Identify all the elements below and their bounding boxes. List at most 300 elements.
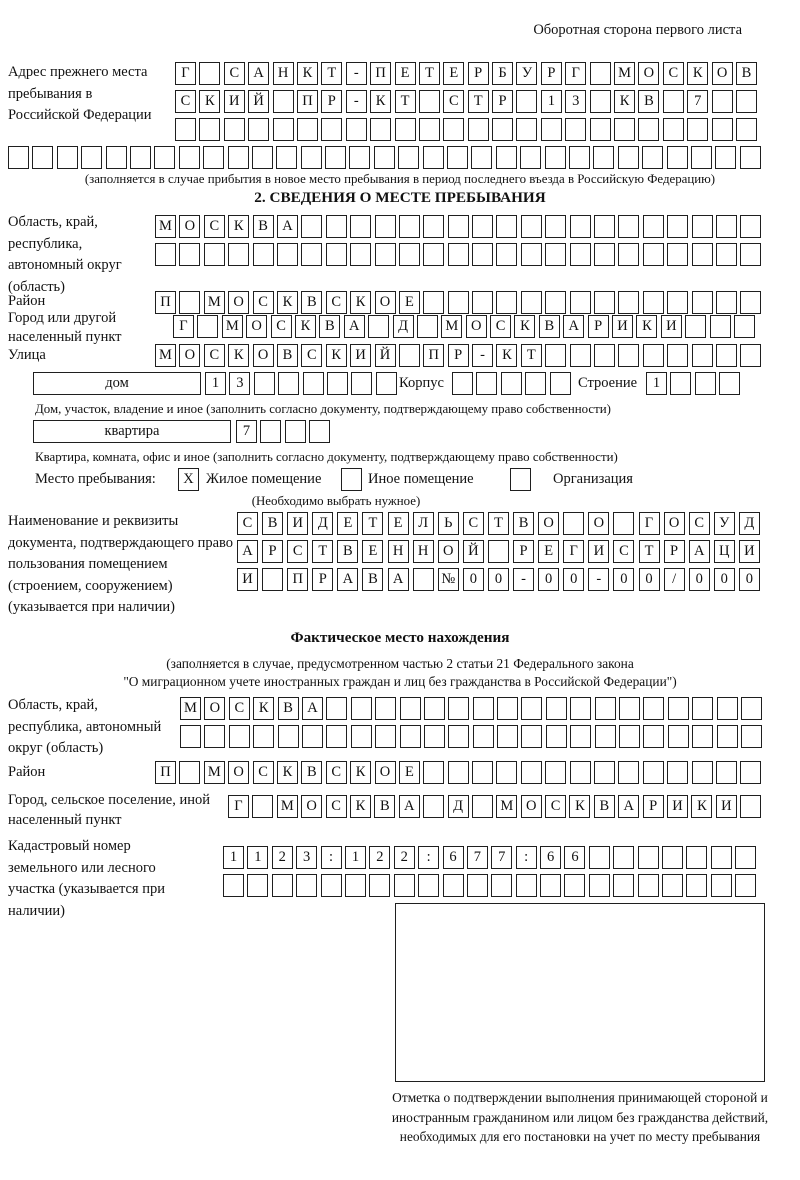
- char-box[interactable]: К: [199, 90, 220, 113]
- char-box[interactable]: [667, 291, 688, 314]
- char-box[interactable]: М: [222, 315, 243, 338]
- char-box[interactable]: [692, 761, 713, 784]
- char-box[interactable]: [273, 118, 294, 141]
- char-box[interactable]: [471, 146, 492, 169]
- char-box[interactable]: [691, 146, 712, 169]
- char-box[interactable]: [735, 874, 756, 897]
- char-box[interactable]: С: [287, 540, 308, 563]
- char-box[interactable]: [272, 874, 293, 897]
- char-box[interactable]: В: [736, 62, 757, 85]
- char-box[interactable]: [497, 725, 518, 748]
- char-box[interactable]: [663, 90, 684, 113]
- char-box[interactable]: К: [295, 315, 316, 338]
- char-box[interactable]: [501, 372, 522, 395]
- char-box[interactable]: [618, 146, 639, 169]
- char-box[interactable]: [662, 846, 683, 869]
- char-box[interactable]: [540, 874, 561, 897]
- char-box[interactable]: [589, 874, 610, 897]
- char-box[interactable]: К: [687, 62, 708, 85]
- char-box[interactable]: [643, 291, 664, 314]
- char-box[interactable]: В: [513, 512, 534, 535]
- char-box[interactable]: [419, 118, 440, 141]
- char-box[interactable]: М: [155, 215, 176, 238]
- char-box[interactable]: [525, 372, 546, 395]
- char-box[interactable]: [448, 215, 469, 238]
- char-box[interactable]: -: [513, 568, 534, 591]
- char-box[interactable]: [130, 146, 151, 169]
- char-box[interactable]: [563, 512, 584, 535]
- char-box[interactable]: С: [689, 512, 710, 535]
- char-box[interactable]: И: [739, 540, 760, 563]
- char-box[interactable]: 0: [639, 568, 660, 591]
- char-box[interactable]: В: [362, 568, 383, 591]
- char-box[interactable]: 7: [491, 846, 512, 869]
- char-box[interactable]: :: [516, 846, 537, 869]
- char-box[interactable]: И: [287, 512, 308, 535]
- char-box[interactable]: [613, 846, 634, 869]
- char-box[interactable]: [521, 291, 542, 314]
- char-box[interactable]: О: [664, 512, 685, 535]
- char-box[interactable]: О: [228, 761, 249, 784]
- char-box[interactable]: И: [661, 315, 682, 338]
- char-box[interactable]: №: [438, 568, 459, 591]
- char-box[interactable]: [545, 291, 566, 314]
- char-box[interactable]: В: [374, 795, 395, 818]
- char-box[interactable]: [545, 243, 566, 266]
- char-box[interactable]: [570, 697, 591, 720]
- char-box[interactable]: [550, 372, 571, 395]
- char-box[interactable]: [179, 146, 200, 169]
- char-box[interactable]: Ц: [714, 540, 735, 563]
- char-box[interactable]: [278, 372, 299, 395]
- char-box[interactable]: [711, 874, 732, 897]
- char-box[interactable]: [545, 344, 566, 367]
- char-box[interactable]: [643, 761, 664, 784]
- char-box[interactable]: [448, 761, 469, 784]
- char-box[interactable]: 2: [369, 846, 390, 869]
- char-box[interactable]: [590, 62, 611, 85]
- char-box[interactable]: С: [204, 215, 225, 238]
- char-box[interactable]: М: [204, 291, 225, 314]
- char-box[interactable]: [223, 874, 244, 897]
- char-box[interactable]: [716, 215, 737, 238]
- char-box[interactable]: [546, 725, 567, 748]
- char-box[interactable]: [285, 420, 306, 443]
- char-box[interactable]: Е: [538, 540, 559, 563]
- char-box[interactable]: [716, 243, 737, 266]
- char-box[interactable]: 2: [394, 846, 415, 869]
- char-box[interactable]: [735, 846, 756, 869]
- char-box[interactable]: А: [388, 568, 409, 591]
- char-box[interactable]: [668, 697, 689, 720]
- char-box[interactable]: [228, 146, 249, 169]
- char-box[interactable]: И: [588, 540, 609, 563]
- char-box[interactable]: К: [514, 315, 535, 338]
- char-box[interactable]: Е: [395, 62, 416, 85]
- char-box[interactable]: [638, 118, 659, 141]
- char-box[interactable]: Т: [312, 540, 333, 563]
- char-box[interactable]: К: [569, 795, 590, 818]
- char-box[interactable]: [619, 697, 640, 720]
- char-box[interactable]: С: [326, 291, 347, 314]
- char-box[interactable]: В: [319, 315, 340, 338]
- char-box[interactable]: Т: [419, 62, 440, 85]
- char-box[interactable]: [594, 291, 615, 314]
- char-box[interactable]: [398, 146, 419, 169]
- char-box[interactable]: [199, 62, 220, 85]
- char-box[interactable]: [417, 315, 438, 338]
- char-box[interactable]: [326, 725, 347, 748]
- char-box[interactable]: [741, 697, 762, 720]
- char-box[interactable]: [248, 118, 269, 141]
- char-box[interactable]: [594, 761, 615, 784]
- char-box[interactable]: [736, 90, 757, 113]
- char-box[interactable]: 1: [541, 90, 562, 113]
- char-box[interactable]: И: [612, 315, 633, 338]
- char-box[interactable]: [394, 874, 415, 897]
- char-box[interactable]: К: [496, 344, 517, 367]
- char-box[interactable]: [589, 846, 610, 869]
- char-box[interactable]: К: [253, 697, 274, 720]
- char-box[interactable]: [643, 243, 664, 266]
- char-box[interactable]: 1: [345, 846, 366, 869]
- char-box[interactable]: [546, 697, 567, 720]
- char-box[interactable]: [448, 291, 469, 314]
- char-box[interactable]: [712, 90, 733, 113]
- char-box[interactable]: [260, 420, 281, 443]
- char-box[interactable]: О: [375, 291, 396, 314]
- char-box[interactable]: М: [496, 795, 517, 818]
- char-box[interactable]: [692, 725, 713, 748]
- char-box[interactable]: [570, 243, 591, 266]
- char-box[interactable]: [423, 761, 444, 784]
- char-box[interactable]: С: [204, 344, 225, 367]
- char-box[interactable]: С: [545, 795, 566, 818]
- char-box[interactable]: Е: [399, 291, 420, 314]
- char-box[interactable]: [736, 118, 757, 141]
- char-box[interactable]: В: [253, 215, 274, 238]
- char-box[interactable]: 3: [565, 90, 586, 113]
- char-box[interactable]: 1: [223, 846, 244, 869]
- char-box[interactable]: [618, 344, 639, 367]
- char-box[interactable]: [619, 725, 640, 748]
- char-box[interactable]: У: [714, 512, 735, 535]
- char-box[interactable]: 0: [463, 568, 484, 591]
- char-box[interactable]: [740, 761, 761, 784]
- char-box[interactable]: В: [301, 761, 322, 784]
- char-box[interactable]: [740, 291, 761, 314]
- char-box[interactable]: С: [237, 512, 258, 535]
- char-box[interactable]: [667, 146, 688, 169]
- char-box[interactable]: [399, 344, 420, 367]
- char-box[interactable]: И: [237, 568, 258, 591]
- char-box[interactable]: А: [248, 62, 269, 85]
- char-box[interactable]: [106, 146, 127, 169]
- char-box[interactable]: [692, 344, 713, 367]
- char-box[interactable]: [496, 761, 517, 784]
- char-box[interactable]: [301, 146, 322, 169]
- char-box[interactable]: 0: [739, 568, 760, 591]
- char-box[interactable]: [424, 725, 445, 748]
- char-box[interactable]: Й: [463, 540, 484, 563]
- char-box[interactable]: 0: [563, 568, 584, 591]
- char-box[interactable]: С: [271, 315, 292, 338]
- char-box[interactable]: О: [253, 344, 274, 367]
- char-box[interactable]: [516, 118, 537, 141]
- char-box[interactable]: Д: [393, 315, 414, 338]
- char-box[interactable]: [638, 874, 659, 897]
- char-box[interactable]: [418, 874, 439, 897]
- char-box[interactable]: [564, 874, 585, 897]
- char-box[interactable]: [197, 315, 218, 338]
- char-box[interactable]: [670, 372, 691, 395]
- char-box[interactable]: [569, 146, 590, 169]
- char-box[interactable]: С: [443, 90, 464, 113]
- char-box[interactable]: [374, 146, 395, 169]
- char-box[interactable]: [541, 118, 562, 141]
- char-box[interactable]: [349, 146, 370, 169]
- char-box[interactable]: [472, 761, 493, 784]
- char-box[interactable]: [321, 874, 342, 897]
- char-box[interactable]: [695, 372, 716, 395]
- char-box[interactable]: 3: [296, 846, 317, 869]
- char-box[interactable]: [521, 725, 542, 748]
- char-box[interactable]: [614, 118, 635, 141]
- char-box[interactable]: [473, 725, 494, 748]
- char-box[interactable]: Г: [228, 795, 249, 818]
- char-box[interactable]: Е: [443, 62, 464, 85]
- char-box[interactable]: -: [346, 90, 367, 113]
- char-box[interactable]: [351, 697, 372, 720]
- char-box[interactable]: [448, 697, 469, 720]
- char-box[interactable]: [400, 697, 421, 720]
- char-box[interactable]: О: [638, 62, 659, 85]
- char-box[interactable]: [618, 761, 639, 784]
- char-box[interactable]: Н: [413, 540, 434, 563]
- char-box[interactable]: [520, 146, 541, 169]
- char-box[interactable]: [345, 874, 366, 897]
- char-box[interactable]: [686, 874, 707, 897]
- char-box[interactable]: [716, 761, 737, 784]
- char-box[interactable]: [613, 874, 634, 897]
- char-box[interactable]: [618, 215, 639, 238]
- char-box[interactable]: [476, 372, 497, 395]
- char-box[interactable]: А: [337, 568, 358, 591]
- char-box[interactable]: [395, 118, 416, 141]
- char-box[interactable]: [375, 725, 396, 748]
- char-box[interactable]: [740, 215, 761, 238]
- char-box[interactable]: О: [179, 215, 200, 238]
- char-box[interactable]: [253, 725, 274, 748]
- char-box[interactable]: [57, 146, 78, 169]
- char-box[interactable]: [419, 90, 440, 113]
- char-box[interactable]: Н: [273, 62, 294, 85]
- char-box[interactable]: [594, 243, 615, 266]
- char-box[interactable]: С: [229, 697, 250, 720]
- char-box[interactable]: [711, 846, 732, 869]
- char-box[interactable]: [595, 725, 616, 748]
- char-box[interactable]: [375, 697, 396, 720]
- char-box[interactable]: К: [228, 344, 249, 367]
- char-box[interactable]: Й: [375, 344, 396, 367]
- char-box[interactable]: 0: [714, 568, 735, 591]
- char-box[interactable]: А: [344, 315, 365, 338]
- char-box[interactable]: К: [350, 795, 371, 818]
- char-box[interactable]: И: [350, 344, 371, 367]
- char-box[interactable]: [692, 215, 713, 238]
- char-box[interactable]: М: [180, 697, 201, 720]
- char-box[interactable]: [303, 372, 324, 395]
- char-box[interactable]: [350, 243, 371, 266]
- char-box[interactable]: [296, 874, 317, 897]
- char-box[interactable]: [491, 874, 512, 897]
- char-box[interactable]: С: [326, 761, 347, 784]
- char-box[interactable]: [692, 243, 713, 266]
- char-box[interactable]: Р: [643, 795, 664, 818]
- char-box[interactable]: О: [538, 512, 559, 535]
- char-box[interactable]: 1: [646, 372, 667, 395]
- char-box[interactable]: [740, 146, 761, 169]
- char-box[interactable]: [321, 118, 342, 141]
- char-box[interactable]: О: [204, 697, 225, 720]
- char-box[interactable]: Р: [664, 540, 685, 563]
- char-box[interactable]: [545, 215, 566, 238]
- char-box[interactable]: [667, 344, 688, 367]
- char-box[interactable]: Д: [448, 795, 469, 818]
- char-box[interactable]: [346, 118, 367, 141]
- char-box[interactable]: [740, 795, 761, 818]
- char-box[interactable]: [203, 146, 224, 169]
- char-box[interactable]: С: [224, 62, 245, 85]
- char-box[interactable]: [302, 725, 323, 748]
- char-box[interactable]: [740, 344, 761, 367]
- char-box[interactable]: А: [689, 540, 710, 563]
- char-box[interactable]: С: [301, 344, 322, 367]
- char-box[interactable]: [447, 146, 468, 169]
- char-box[interactable]: [175, 118, 196, 141]
- char-box[interactable]: Г: [175, 62, 196, 85]
- char-box[interactable]: [448, 243, 469, 266]
- char-box[interactable]: В: [539, 315, 560, 338]
- char-box[interactable]: А: [302, 697, 323, 720]
- char-box[interactable]: [717, 697, 738, 720]
- char-box[interactable]: [545, 146, 566, 169]
- char-box[interactable]: [667, 761, 688, 784]
- checkbox-organization[interactable]: [510, 468, 531, 491]
- char-box[interactable]: [376, 372, 397, 395]
- char-box[interactable]: [516, 90, 537, 113]
- char-box[interactable]: [716, 291, 737, 314]
- char-box[interactable]: Р: [492, 90, 513, 113]
- char-box[interactable]: [399, 243, 420, 266]
- char-box[interactable]: [570, 761, 591, 784]
- char-box[interactable]: [741, 725, 762, 748]
- char-box[interactable]: И: [224, 90, 245, 113]
- char-box[interactable]: Т: [521, 344, 542, 367]
- char-box[interactable]: [685, 315, 706, 338]
- char-box[interactable]: А: [237, 540, 258, 563]
- char-box[interactable]: К: [228, 215, 249, 238]
- char-box[interactable]: В: [278, 697, 299, 720]
- char-box[interactable]: С: [326, 795, 347, 818]
- char-box[interactable]: М: [441, 315, 462, 338]
- char-box[interactable]: И: [716, 795, 737, 818]
- char-box[interactable]: [662, 874, 683, 897]
- char-box[interactable]: О: [301, 795, 322, 818]
- char-box[interactable]: [692, 291, 713, 314]
- char-box[interactable]: [468, 118, 489, 141]
- char-box[interactable]: [254, 372, 275, 395]
- char-box[interactable]: [423, 215, 444, 238]
- char-box[interactable]: [663, 118, 684, 141]
- char-box[interactable]: О: [246, 315, 267, 338]
- char-box[interactable]: [618, 291, 639, 314]
- char-box[interactable]: [327, 372, 348, 395]
- char-box[interactable]: Т: [362, 512, 383, 535]
- char-box[interactable]: [667, 243, 688, 266]
- char-box[interactable]: [521, 761, 542, 784]
- char-box[interactable]: 0: [488, 568, 509, 591]
- char-box[interactable]: К: [614, 90, 635, 113]
- char-box[interactable]: Р: [312, 568, 333, 591]
- char-box[interactable]: Г: [639, 512, 660, 535]
- char-box[interactable]: [297, 118, 318, 141]
- char-box[interactable]: [325, 146, 346, 169]
- char-box[interactable]: О: [375, 761, 396, 784]
- char-box[interactable]: Р: [541, 62, 562, 85]
- char-box[interactable]: [492, 118, 513, 141]
- char-box[interactable]: [301, 215, 322, 238]
- char-box[interactable]: Н: [388, 540, 409, 563]
- char-box[interactable]: [472, 291, 493, 314]
- char-box[interactable]: П: [297, 90, 318, 113]
- char-box[interactable]: [448, 725, 469, 748]
- char-box[interactable]: [155, 243, 176, 266]
- char-box[interactable]: Д: [739, 512, 760, 535]
- char-box[interactable]: 0: [538, 568, 559, 591]
- char-box[interactable]: Т: [639, 540, 660, 563]
- char-box[interactable]: :: [418, 846, 439, 869]
- char-box[interactable]: Г: [563, 540, 584, 563]
- char-box[interactable]: [467, 874, 488, 897]
- char-box[interactable]: Б: [492, 62, 513, 85]
- char-box[interactable]: :: [321, 846, 342, 869]
- char-box[interactable]: Д: [312, 512, 333, 535]
- char-box[interactable]: М: [614, 62, 635, 85]
- char-box[interactable]: [642, 146, 663, 169]
- char-box[interactable]: [473, 697, 494, 720]
- char-box[interactable]: М: [155, 344, 176, 367]
- char-box[interactable]: К: [277, 291, 298, 314]
- char-box[interactable]: [668, 725, 689, 748]
- char-box[interactable]: А: [563, 315, 584, 338]
- char-box[interactable]: [692, 697, 713, 720]
- char-box[interactable]: П: [155, 761, 176, 784]
- char-box[interactable]: -: [588, 568, 609, 591]
- char-box[interactable]: П: [423, 344, 444, 367]
- char-box[interactable]: У: [516, 62, 537, 85]
- char-box[interactable]: Е: [399, 761, 420, 784]
- char-box[interactable]: [590, 118, 611, 141]
- char-box[interactable]: -: [472, 344, 493, 367]
- char-box[interactable]: [717, 725, 738, 748]
- char-box[interactable]: Е: [388, 512, 409, 535]
- char-box[interactable]: Т: [321, 62, 342, 85]
- char-box[interactable]: [719, 372, 740, 395]
- char-box[interactable]: [8, 146, 29, 169]
- char-box[interactable]: [686, 846, 707, 869]
- char-box[interactable]: О: [466, 315, 487, 338]
